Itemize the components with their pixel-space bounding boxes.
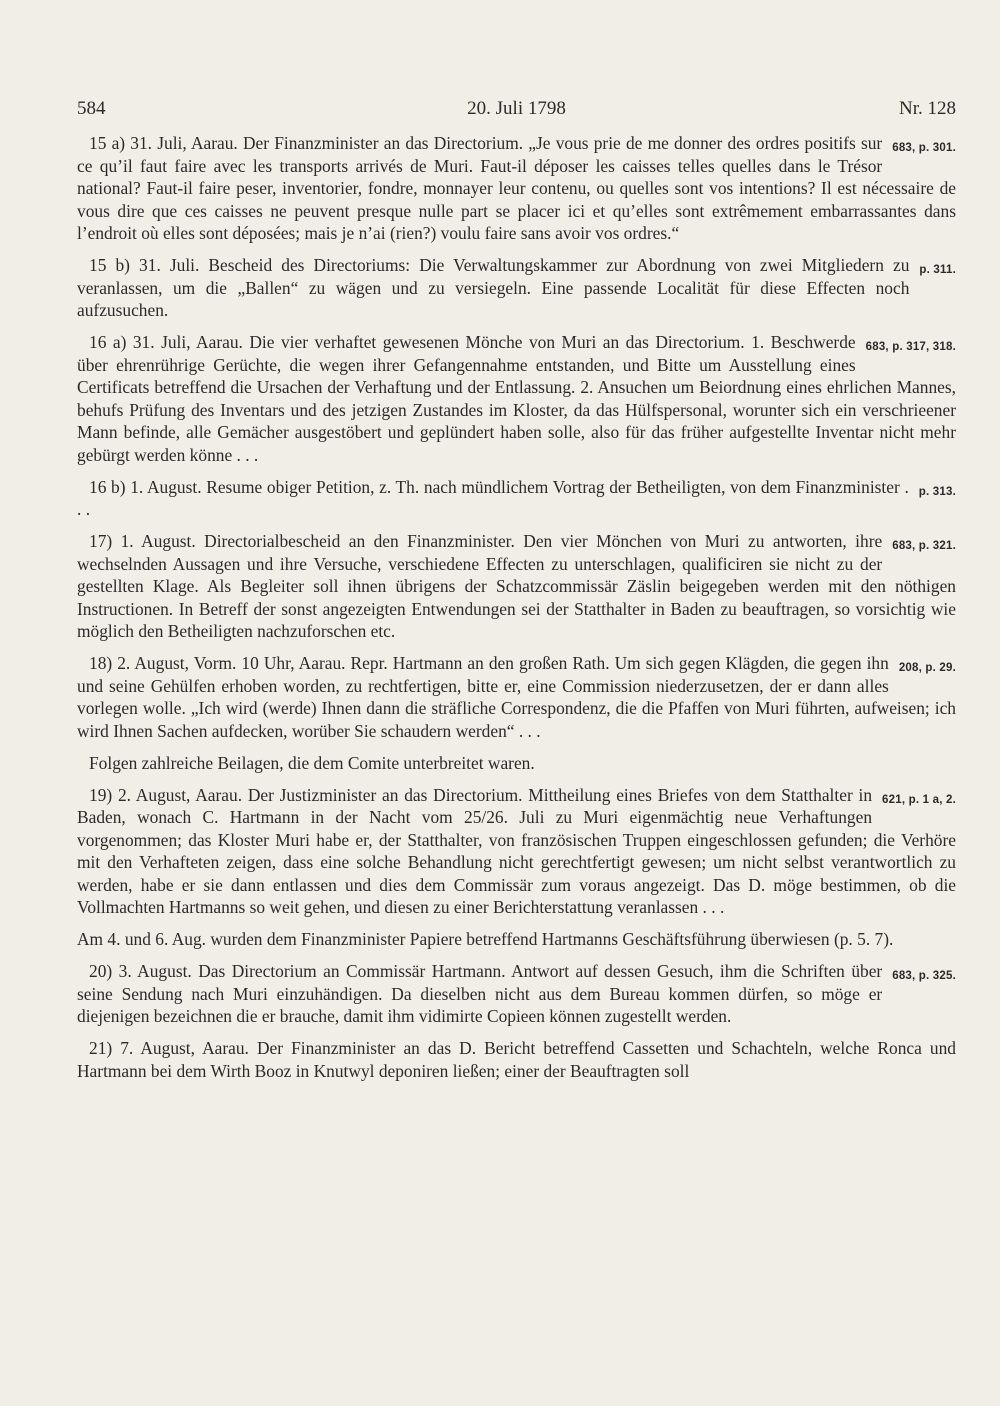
archive-reference: 621, p. 1 a, 2.: [882, 793, 956, 806]
document-body: [77, 132, 956, 1092]
document-number: Nr. 128: [899, 98, 956, 119]
entry-text: 20) 3. August. Das Directorium an Commissär Hartmann. Antwort auf dessen Gesuch, ihm die Schriften über seine Sendung nach Muri einzuhändigen. Da dieselben nicht aus dem Bureau kommen dürfen, so möge er diejenigen bezeichnen die er brauche, damit ihm vidimirte Copieen können zugestellt werden.: [77, 961, 883, 1026]
archive-reference: 683, p. 317, 318.: [865, 341, 956, 353]
entry-text: 17) 1. August. Directorialbescheid an den Finanzminister. Den vier Mönchen von Muri zu antworten, ihre wechselnden Aussagen und ihre Versuche, verschiedene Effecten zu unterschlagen, qualificiren sie nicht zu der gestellten Klage. Als Begleiter soll ihnen übrigens der Schatzcommissär Zäslin beigegeben werden mit den nöthigen Instructionen. In Betreff der sonst angezeigten Entwendungen sei der Statthalter in Baden zu beauftragen, so vorsichtig wie möglich den Betheiligten nachzuforschen etc.: [77, 531, 956, 641]
entry-text: 21) 7. August, Aarau. Der Finanzminister an das D. Bericht betreffend Cassetten und Schachteln, welche Ronca und Hartmann bei dem Wirth Booz in Knutwyl deponiren ließen; einer der Beauftragten soll: [77, 1038, 956, 1081]
entry-text: 16 b) 1. August. Resume obiger Petition, z. Th. nach mündlichem Vortrag der Betheiligten, von dem Finanzminister . . .: [77, 476, 909, 519]
archive-reference: 683, p. 325.: [892, 970, 956, 982]
archive-reference: p. 311.: [919, 264, 956, 276]
entry-text: 15 b) 31. Juli. Bescheid des Directoriums: Die Verwaltungskammer zur Abordnung von zwei Mitgliedern zu veranlassen, um die „Ballen“ zu wägen und zu versiegeln. Eine passende Localität für diese Effecten noch aufzusuchen.: [77, 255, 910, 320]
entry-text: 15 a) 31. Juli, Aarau. Der Finanzminister an das Directorium. „Je vous prie de me donner des ordres positifs sur ce qu’il faut faire avec les transports arrivés de Muri. Faut-il déposer les caisses telles quelles dans le Trésor national? Faut-il faire peser, inventorier, fondre, monnayer leur contenu, ou quelles sont vos intentions? Il est nécessaire de vous dire que ces caisses ne peuvent presque nulle part se placer ici et qu’elles sont extrêmement embarrassantes dans l’endroit où elles sont déposées; mais je n’ai (rien?) voulu faire sans avoir vos ordres.“: [77, 133, 956, 243]
entry-16b: [77, 476, 956, 521]
entry-text: 16 a) 31. Juli, Aarau. Die vier verhaftet gewesenen Mönche von Muri an das Directorium. 1. Beschwerde über ehrenrührige Gerüchte, die wegen ihrer Gefangennahme entstanden, und Bitte um Ausstellung eines Certificats betreffend die Ursachen der Verhaftung und der Entlassung. 2. Ansuchen um Beiordnung eines ehrlichen Mannes, behufs Prüfung des Inventars und des jetzigen Zustandes im Kloster, da das Hülfspersonal, worunter sich ein verschrieener Mann befinde, alle Gemächer ausgestöbert und geplündert haben solle, also für das früher aufgestellte Inventar nicht mehr gebürgt werden könne . . .: [77, 332, 956, 465]
entry-15a: [77, 132, 956, 245]
archive-reference: p. 313.: [918, 485, 956, 498]
entry-text: Folgen zahlreiche Beilagen, die dem Comite unterbreitet waren.: [89, 752, 535, 773]
entry-text: 19) 2. August, Aarau. Der Justizminister an das Directorium. Mittheilung eines Briefes von dem Statthalter in Baden, wonach C. Hartmann in der Nacht vom 25/26. Juli zu Muri eigenmächtig neue Verhaftungen vorgenommen; das Kloster Muri habe er, der Statthalter, von französischen Truppen eingeschlossen gefunden; die Verhöre mit den Verhafteten zeigen, dass eine solche Behandlung nicht gerechtfertigt gewesen; um nicht selbst verantwortlich zu werden, habe er sie dann entlassen und dies dem Commissär zum voraus angezeigt. Das D. möge bestimmen, ob die Vollmachten Hartmanns so weit gehen, und diesen zu einer Berichterstattung veranlassen . . .: [77, 784, 956, 917]
entry-18: [77, 652, 956, 742]
entry-text: Am 4. und 6. Aug. wurden dem Finanzminister Papiere betreffend Hartmanns Geschäftsführung überwiesen (p. 5. 7).: [77, 929, 894, 949]
archive-reference: 683, p. 321.: [892, 540, 956, 552]
archive-reference: 208, p. 29.: [898, 662, 956, 674]
archive-reference: 683, p. 301.: [892, 142, 956, 154]
entry-16a: [77, 331, 956, 466]
entry-19: [77, 784, 956, 919]
header-date: 20. Juli 1798: [467, 98, 566, 119]
page-number: 584: [77, 98, 106, 119]
running-header: [77, 98, 956, 128]
entry-18-note: [77, 752, 956, 775]
entry-20: [77, 960, 956, 1028]
entry-19-note: [77, 928, 956, 951]
entry-17: [77, 530, 956, 643]
entry-21: [77, 1037, 956, 1082]
entry-text: 18) 2. August, Vorm. 10 Uhr, Aarau. Repr. Hartmann an den großen Rath. Um sich gegen Klägden, die gegen ihn und seine Gehülfen erhoben worden, zu rechtfertigen, bitte er, eine Commission niederzusetzen, der er dann alles vorlegen wolle. „Ich wird (werde) Ihnen dann die sträfliche Correspondenz, die die Pfaffen von Muri führten, aufweisen; ich wird Ihnen Sachen aufdecken, worüber Sie schaudern werden“ . . .: [77, 653, 956, 741]
entry-15b: [77, 254, 956, 322]
